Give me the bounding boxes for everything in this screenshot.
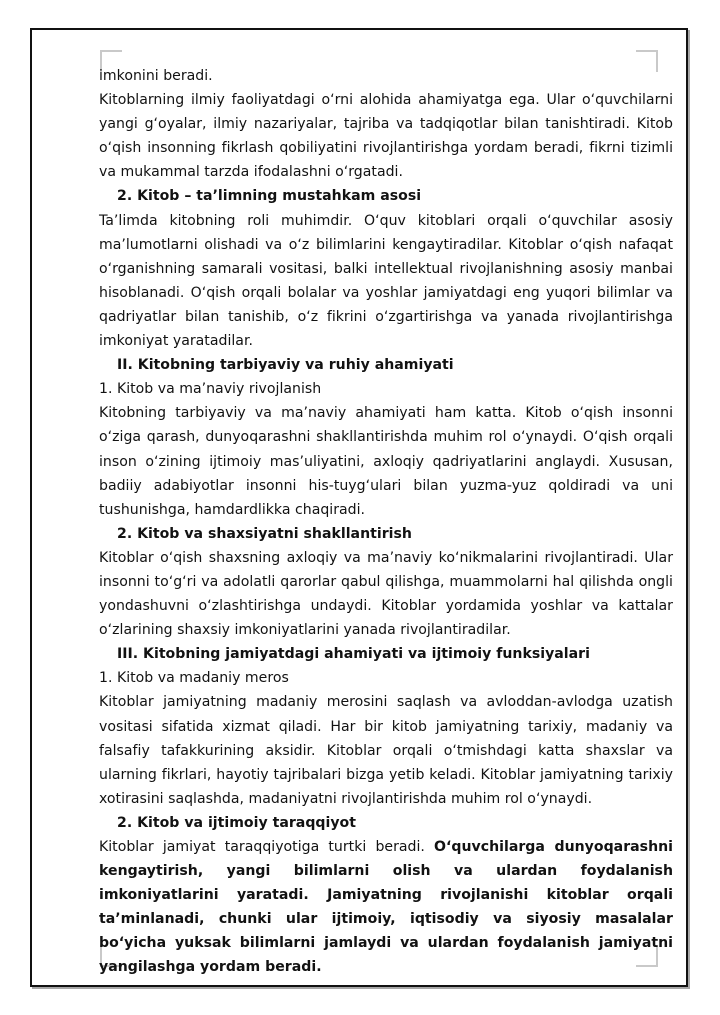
heading-ii-kitobning-tarbiyaviy-va-ruhiy-ahamiyati: II. Kitobning tarbiyaviy va ruhiy ahamiyati [117, 357, 454, 374]
heading-iii-kitobning-jamiyatdagi-ahamiyati: III. Kitobning jamiyatdagi ahamiyati va ijtimoiy funksiyalari [117, 646, 590, 663]
heading-2-kitob-talimning-mustahkam-asosi: 2. Kitob – ta’limning mustahkam asosi [117, 188, 422, 205]
subheading-1-kitob-va-madaniy-meros: 1. Kitob va madaniy meros [99, 670, 289, 687]
document-page-sheet [30, 28, 688, 987]
paragraph-kitoblarning-ilmiy: Kitoblarning ilmiy faoliyatdagi o‘rni alohida ahamiyatga ega. Ular o‘quvchilarni yangi g‘oyalar, ilmiy nazariyalar, tajriba va tadqiqotlar bilan tanishtiradi. Kitob o‘qish insonning fikrlash qobiliyatini rivojlantirishga yordam beradi, fikrni tizimli va mukammal tarzda ifodalashni o‘rgatadi. [99, 92, 673, 181]
heading-2-kitob-va-ijtimoiy-taraqqiyot: 2. Kitob va ijtimoiy taraqqiyot [117, 814, 356, 831]
paragraph-kitoblar-jamiyatning-madaniy-merosi: Kitoblar jamiyatning madaniy merosini saqlash va avloddan-avlodga uzatish vositasi sifatida xizmat qiladi. Har bir kitob jamiyatning tarixiy, madaniy va falsafiy tafakkurining aksidir. Kitoblar orqali o‘tmishdagi katta shaxslar va ularning fikrlari, hayotiy tajribalari bizga yetib keladi. Kitoblar jamiyatning tarixiy xotirasini saqlashda, madaniyatni rivojlantirishda muhim rol o‘ynaydi. [99, 694, 673, 807]
subheading-1-kitob-va-manaviy-rivojlanish: 1. Kitob va ma’naviy rivojlanish [99, 381, 322, 398]
paragraph-emphasis-bold-text: O‘quvchilarga dunyoqarashni kengaytirish, yangi bilimlarni olish va ulardan foydalanish imkoniyatlarini yaratadi. Jamiyatning rivojlanishi kitoblar orqali ta’minlanadi, chunki ular ijtimoiy, iqtisodiy va siyosiy masalalar bo‘yicha yuksak bilimlarni jamlaydi va ulardan foydalanish jamiyatni yangilashga yordam beradi. [99, 839, 673, 976]
paragraph-kitobning-tarbiyaviy-ahamiyati: Kitobning tarbiyaviy va ma’naviy ahamiyati ham katta. Kitob o‘qish insonni o‘ziga qarash, dunyoqarashni shakllantirishda muhim rol o‘ynaydi. O‘qish orqali inson o‘zining ijtimoiy mas’uliyatini, axloqiy qadriyatlarini anglaydi. Xususan, badiiy adabiyotlar insonni his-tuyg‘ulari bilan yuzma-yuz qoldiradi va uni tushunishga, hamdardlikka chaqiradi. [99, 405, 673, 518]
document-text-body [99, 64, 673, 980]
paragraph-kitoblar-oqish-shaxsning-axloqiy: Kitoblar o‘qish shaxsning axloqiy va ma’naviy ko‘nikmalarini rivojlantiradi. Ular insonni to‘g‘ri va adolatli qarorlar qabul qilishga, muammolarni hal qilishda ongli yondashuvni o‘zlashtirishga undaydi. Kitoblar yordamida yoshlar va kattalar o‘zlarining shaxsiy imkoniyatlarini yanada rivojlantiradilar. [99, 549, 673, 639]
paragraph-lead-regular-text: Kitoblar jamiyat taraqqiyotiga turtki beradi. [99, 839, 435, 855]
paragraph-talimda-kitobning-roli: Ta’limda kitobning roli muhimdir. O‘quv kitoblari orqali o‘quvchilar asosiy ma’lumotlarni olishadi va o‘z bilimlarini kengaytiradilar. Kitoblar o‘qish nafaqat o‘rganishning samarali vositasi, balki intellektual rivojlanishning asosiy manbai hisoblanadi. O‘qish orqali bolalar va yoshlar jamiyatdagi eng yuqori bilimlar va qadriyatlar bilan tanishib, o‘z fikrini o‘zgartirishga va yanada rivojlantirishga imkoniyat yaratadilar. [99, 212, 673, 350]
heading-2-kitob-va-shaxsiyatni-shakllantirish: 2. Kitob va shaxsiyatni shakllantirish [117, 525, 412, 542]
paragraph-kitoblar-jamiyat-taraqqiyotiga [99, 835, 673, 980]
paragraph-imkonini-beradi: imkonini beradi. [99, 68, 213, 84]
